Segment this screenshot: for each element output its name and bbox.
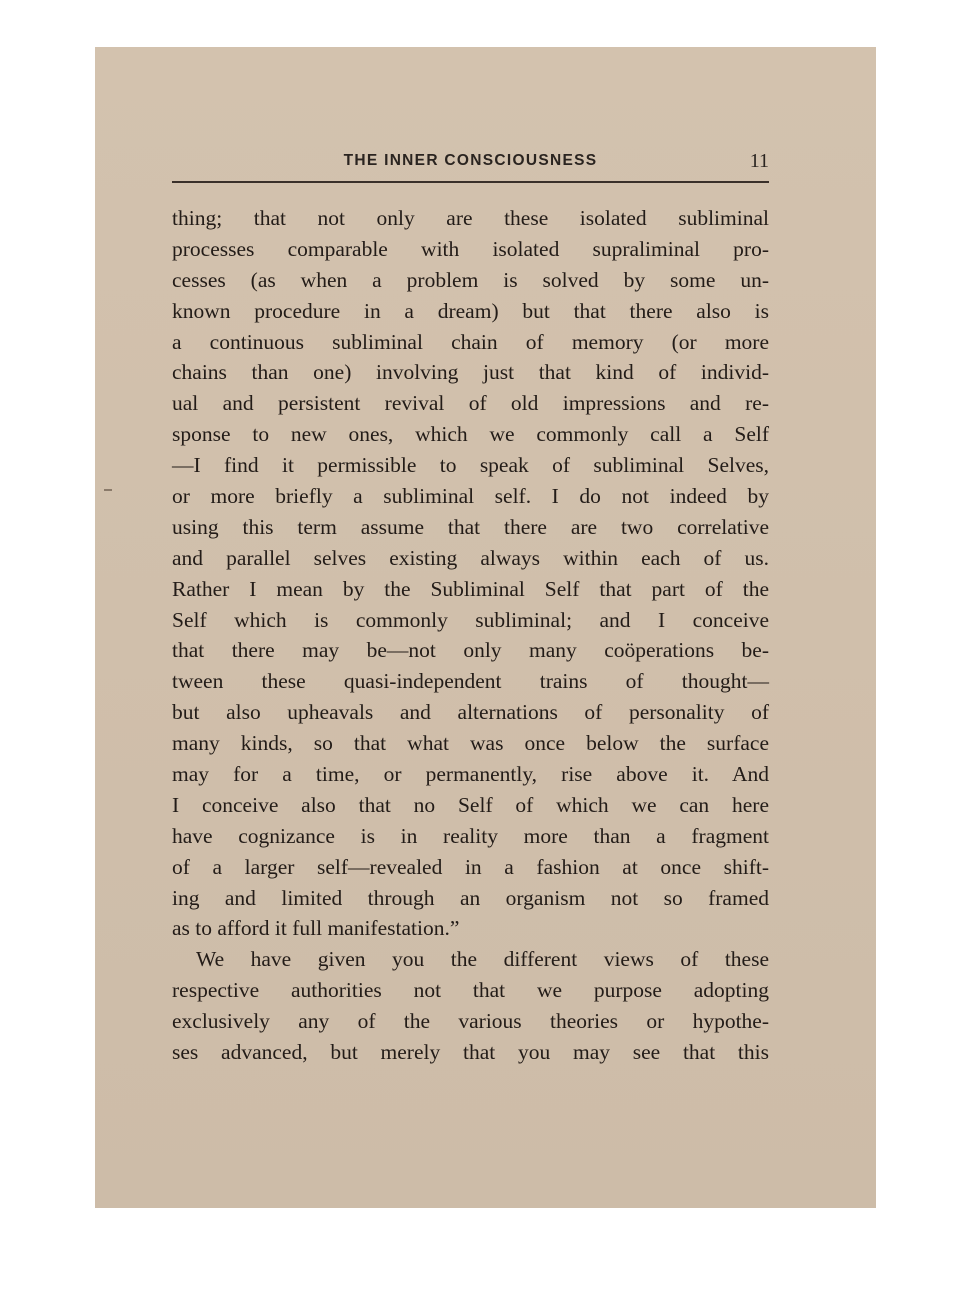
page-header xyxy=(172,150,769,178)
text-line: exclusively any of the various theories or hypothe- xyxy=(172,1009,769,1034)
text-line: many kinds, so that what was once below the surface xyxy=(172,731,769,756)
text-line: but also upheavals and alternations of personality of xyxy=(172,700,769,725)
text-line: We have given you the different views of these xyxy=(196,947,769,972)
text-line: tween these quasi-independent trains of thought— xyxy=(172,669,769,694)
text-line: I conceive also that no Self of which we can here xyxy=(172,792,769,817)
text-line: ses advanced, but merely that you may see that this xyxy=(172,1040,769,1065)
text-line: —I find it permissible to speak of subliminal Selves, xyxy=(172,453,769,478)
text-line: known procedure in a dream) but that there also is xyxy=(172,298,769,323)
text-line: sponse to new ones, which we commonly call a Self xyxy=(172,422,769,447)
text-line: a continuous subliminal chain of memory (or more xyxy=(172,329,769,354)
text-line: have cognizance is in reality more than a fragment xyxy=(172,823,769,848)
text-line: respective authorities not that we purpose adopting xyxy=(172,978,769,1003)
text-line: or more briefly a subliminal self. I do not indeed by xyxy=(172,484,769,509)
text-line: ual and persistent revival of old impressions and re- xyxy=(172,391,769,416)
body-text xyxy=(172,203,769,1068)
text-line: processes comparable with isolated supraliminal pro- xyxy=(172,236,769,261)
text-line: thing; that not only are these isolated subliminal xyxy=(172,206,769,230)
text-line: may for a time, or permanently, rise above it. And xyxy=(172,762,769,787)
page-number: 11 xyxy=(749,150,769,172)
text-line: ing and limited through an organism not so framed xyxy=(172,885,769,910)
text-line: and parallel selves existing always within each of us. xyxy=(172,545,769,570)
text-line: Self which is commonly subliminal; and I conceive xyxy=(172,607,769,632)
scan-mark xyxy=(104,489,112,491)
text-line: that there may be—not only many coöperations be- xyxy=(172,638,769,663)
header-rule xyxy=(172,181,769,183)
text-line: as to afford it full manifestation.” xyxy=(172,916,460,941)
text-line: cesses (as when a problem is solved by some un- xyxy=(172,267,769,292)
text-line: using this term assume that there are two correlative xyxy=(172,514,769,539)
text-line: chains than one) involving just that kind of individ- xyxy=(172,360,769,385)
running-title: THE INNER CONSCIOUSNESS xyxy=(343,152,598,169)
text-line: Rather I mean by the Subliminal Self that part of the xyxy=(172,576,769,601)
text-line: of a larger self—revealed in a fashion at once shift- xyxy=(172,854,769,879)
